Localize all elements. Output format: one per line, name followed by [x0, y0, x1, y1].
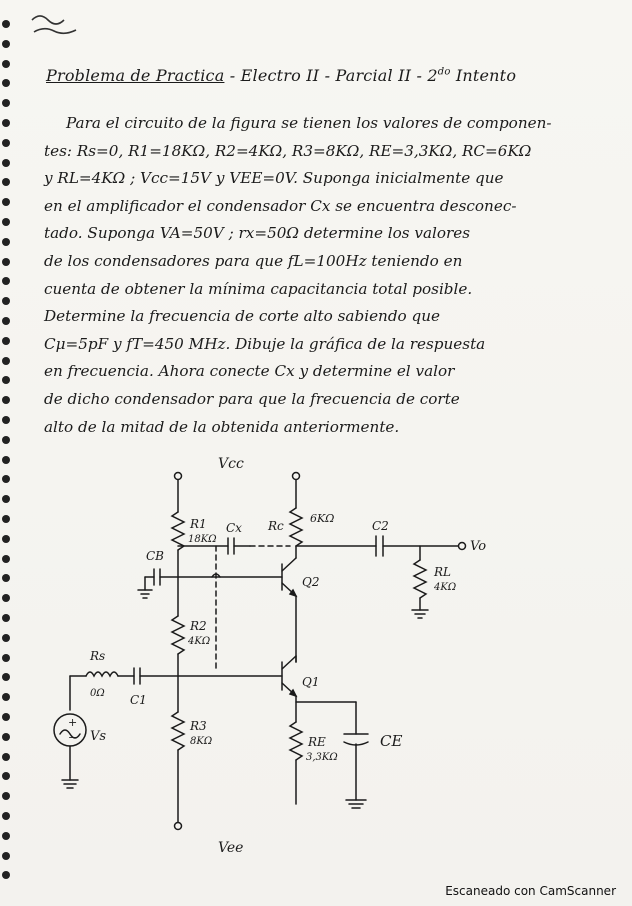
binding-hole	[2, 317, 10, 325]
binding-hole	[2, 416, 10, 424]
c1-label: C1	[130, 693, 147, 707]
vee-label: Vee	[218, 840, 244, 856]
statement-line: y RL=4KΩ ; Vcc=15V y VEE=0V. Suponga inicialmente que	[44, 169, 504, 188]
binding-hole	[2, 119, 10, 127]
r2-value: 4KΩ	[188, 636, 211, 647]
binding-hole	[2, 238, 10, 246]
rs-value: 0Ω	[90, 688, 105, 699]
title-suffix: - Electro II - Parcial II - 2	[229, 66, 438, 85]
cx-label: Cx	[226, 521, 242, 535]
binding-hole	[2, 99, 10, 107]
statement-line: Para el circuito de la figura se tienen los valores de componen-	[66, 114, 552, 132]
statement-line: en frecuencia. Ahora conecte Cx y determine el valor	[44, 362, 455, 381]
q2-label: Q2	[302, 575, 320, 589]
problem-statement	[44, 110, 600, 441]
binding-hole	[2, 79, 10, 87]
binding-hole	[2, 258, 10, 266]
rl-value: 4KΩ	[434, 582, 457, 593]
cb-label: CB	[146, 549, 164, 563]
vs-label: Vs	[90, 729, 107, 744]
r1-value: 18KΩ	[188, 534, 217, 545]
statement-line: tado. Suponga VA=50V ; rx=50Ω determine los valores	[44, 224, 471, 243]
statement-line: Cμ=5pF y fT=450 MHz. Dibuje la gráfica de la respuesta	[44, 334, 486, 353]
binding-hole	[2, 60, 10, 68]
binding-hole	[2, 40, 10, 48]
binding-hole	[2, 159, 10, 167]
problem-title	[46, 66, 586, 85]
rc-value: 6KΩ	[310, 512, 335, 525]
statement-line: tes: Rs=0, R1=18KΩ, R2=4KΩ, R3=8KΩ, RE=3,3KΩ, RC=6KΩ	[44, 141, 532, 160]
statement-line: Determine la frecuencia de corte alto sabiendo que	[44, 307, 441, 326]
r2-label: R2	[190, 619, 207, 633]
binding-hole	[2, 198, 10, 206]
cascode-amplifier-schematic	[0, 440, 632, 860]
ce-label: CE	[380, 732, 403, 750]
re-value: 3,3KΩ	[306, 752, 338, 763]
c2-label: C2	[372, 519, 389, 533]
binding-hole	[2, 20, 10, 28]
binding-hole	[2, 871, 10, 879]
statement-line: de dicho condensador para que la frecuencia de corte	[44, 389, 460, 408]
statement-line: cuenta de obtener la mínima capacitancia total posible.	[44, 279, 473, 298]
title-tail: Intento	[455, 66, 517, 85]
scribble-mark	[28, 8, 88, 38]
r1-label: R1	[190, 517, 207, 531]
rl-label: RL	[434, 565, 452, 579]
vcc-label: Vcc	[218, 456, 244, 472]
vo-label: Vo	[470, 539, 487, 554]
binding-hole	[2, 337, 10, 345]
rs-label: Rs	[90, 649, 106, 663]
statement-line: de los condensadores para que fL=100Hz teniendo en	[44, 251, 463, 270]
rc-label: Rc	[268, 519, 284, 533]
scanner-watermark: Escaneado con CamScanner	[445, 884, 616, 898]
binding-hole	[2, 396, 10, 404]
r3-value: 8KΩ	[190, 736, 213, 747]
r3-label: R3	[190, 719, 207, 733]
q1-label: Q1	[302, 675, 320, 689]
binding-hole	[2, 297, 10, 305]
vs-minus-sign: −	[68, 731, 78, 744]
binding-hole	[2, 357, 10, 365]
binding-hole	[2, 178, 10, 186]
title-main: Problema de Practica	[46, 66, 225, 85]
statement-line: alto de la mitad de la obtenida anteriormente.	[44, 417, 400, 436]
re-label: RE	[308, 735, 326, 749]
vs-plus-sign: +	[68, 716, 78, 729]
binding-hole	[2, 139, 10, 147]
title-sup: do	[437, 66, 451, 78]
binding-hole	[2, 376, 10, 384]
statement-line: en el amplificador el condensador Cx se encuentra desconec-	[44, 196, 517, 215]
binding-hole	[2, 277, 10, 285]
binding-hole	[2, 218, 10, 226]
